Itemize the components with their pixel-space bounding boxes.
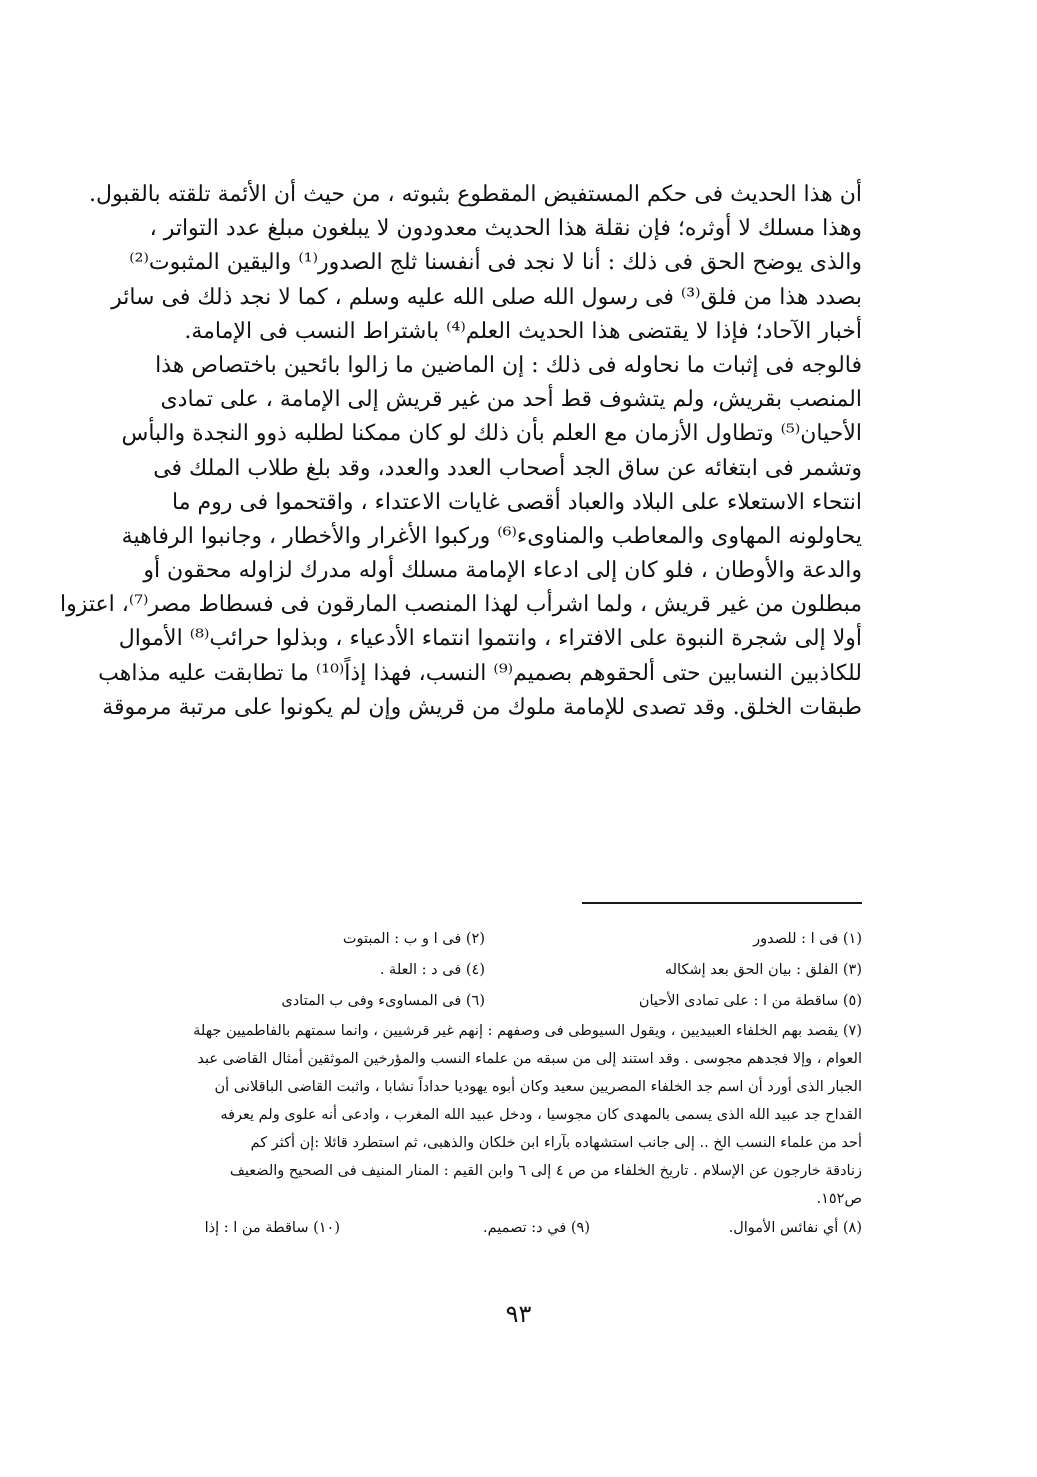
main-text-block xyxy=(59,178,862,725)
footnote-2: (٢) فى ا و ب : المبتوت xyxy=(342,931,485,947)
footnotes-block xyxy=(150,924,862,1244)
footnote-line: (٧) يقصد بهم الخلفاء العبيديين ، ويقول السيوطى فى وصفهم : إنهم غير قرشيين ، وانما سمتهم بالفاطميين جهلة xyxy=(193,1023,862,1039)
footnote-row xyxy=(150,955,862,986)
text-line: والذى يوضح الحق فى ذلك : أنا لا نجد فى أنفسنا ثلج الصدور⁽¹⁾ واليقين المثبوت⁽²⁾ xyxy=(129,250,862,276)
footnote-row xyxy=(150,1213,862,1244)
text-line: للكاذبين النسابين حتى ألحقوهم بصميم⁽⁹⁾ النسب، فهذا إذاً⁽¹⁰⁾ ما تطابقت عليه مذاهب xyxy=(98,660,862,686)
footnote-separator xyxy=(582,902,862,904)
text-line: انتحاء الاستعلاء على البلاد والعباد أقصى غايات الاعتداء ، واقتحموا فى روم ما xyxy=(172,489,862,515)
footnote-row xyxy=(150,986,862,1017)
footnote-line: ص١٥٢. xyxy=(816,1191,862,1207)
text-line: الأحيان⁽⁵⁾ وتطاول الأزمان مع العلم بأن ذلك لو كان ممكنا لطلبه ذوو النجدة والبأس xyxy=(121,421,862,447)
footnote-line: العوام ، وإلا فجدهم مجوسى . وقد استند إلى من سبقه من علماء النسب والمؤرخين الموثقين أمثال القاضى عبد xyxy=(197,1051,862,1067)
text-line: مبطلون من غير قريش ، ولما اشرأب لهذا المنصب المارقون فى فسطاط مصر⁽⁷⁾، اعتزوا xyxy=(59,592,862,618)
text-line: أولا إلى شجرة النبوة على الافتراء ، وانتموا انتماء الأدعياء ، وبذلوا حرائب⁽⁸⁾ الأموال xyxy=(118,626,862,652)
footnote-5: (٥) ساقطة من ا : على تمادى الأحيان xyxy=(638,993,862,1009)
footnote-1: (١) فى ا : للصدور xyxy=(753,931,862,947)
text-line: بصدد هذا من فلق⁽³⁾ فى رسول الله صلى الله عليه وسلم ، كما لا نجد ذلك فى سائر xyxy=(111,284,862,310)
text-line: فالوجه فى إثبات ما نحاوله فى ذلك : إن الماضين ما زالوا بائحين باختصاص هذا xyxy=(155,352,862,378)
footnote-line: الجبار الذى أورد أن اسم جد الخلفاء المصريين سعيد وكان أبوه يهوديا حداداً نشابا ، واثبت القاضى الباقلانى أن xyxy=(214,1079,862,1095)
footnote-4: (٤) فى د : العلة . xyxy=(379,962,485,978)
footnote-7 xyxy=(150,1017,862,1213)
footnote-line: أحد من علماء النسب الخ .. إلى جانب استشهاده بآراء ابن خلكان والذهبى، ثم استطرد قائلا :إن أكثر كم xyxy=(250,1135,862,1151)
page-number: ٩٣ xyxy=(505,1300,532,1328)
footnote-10: (١٠) ساقطة من ا : إذا xyxy=(204,1220,340,1236)
footnote-line: القداح جد عبيد الله الذى يسمى بالمهدى كان مجوسيا ، ودخل عبيد الله المغرب ، وادعى أنه علوى ولم يعرفه xyxy=(220,1107,862,1123)
footnote-row xyxy=(150,924,862,955)
footnote-9: (٩) في د: تصميم. xyxy=(483,1220,590,1236)
text-line: وهذا مسلك لا أوثره؛ فإن نقلة هذا الحديث معدودون لا يبلغون مبلغ عدد التواتر ، xyxy=(149,216,862,242)
footnote-6: (٦) فى المساوىء وفى ب المتادى xyxy=(281,993,485,1009)
text-line: والدعة والأوطان ، فلو كان إلى ادعاء الإمامة مسلك أوله مدرك لزاوله محقون أو xyxy=(143,558,862,584)
text-line: المنصب بقريش، ولم يتشوف قط أحد من غير قريش إلى الإمامة ، على تمادى xyxy=(160,387,862,413)
text-line: وتشمر فى ابتغائه عن ساق الجد أصحاب العدد والعدد، وقد بلغ طلاب الملك فى xyxy=(153,455,862,481)
footnote-8: (٨) أي نفائس الأموال. xyxy=(728,1220,862,1236)
footnote-line: زنادقة خارجون عن الإسلام . تاريخ الخلفاء من ص ٤ إلى ٦ وابن القيم : المنار المنيف فى الصحيح والضعيف xyxy=(229,1163,862,1179)
text-line: طبقات الخلق. وقد تصدى للإمامة ملوك من قريش وإن لم يكونوا على مرتبة مرموقة xyxy=(102,694,862,720)
footnote-3: (٣) الفلق : بيان الحق بعد إشكاله xyxy=(664,962,862,978)
text-line: أخبار الآحاد؛ فإذا لا يقتضى هذا الحديث العلم⁽⁴⁾ باشتراط النسب فى الإمامة. xyxy=(184,318,862,344)
text-line: أن هذا الحديث فى حكم المستفيض المقطوع بثبوته ، من حيث أن الأئمة تلقته بالقبول. xyxy=(88,182,862,207)
text-line: يحاولونه المهاوى والمعاطب والمناوىء⁽⁶⁾ وركبوا الأغرار والأخطار ، وجانبوا الرفاهية xyxy=(121,523,862,549)
